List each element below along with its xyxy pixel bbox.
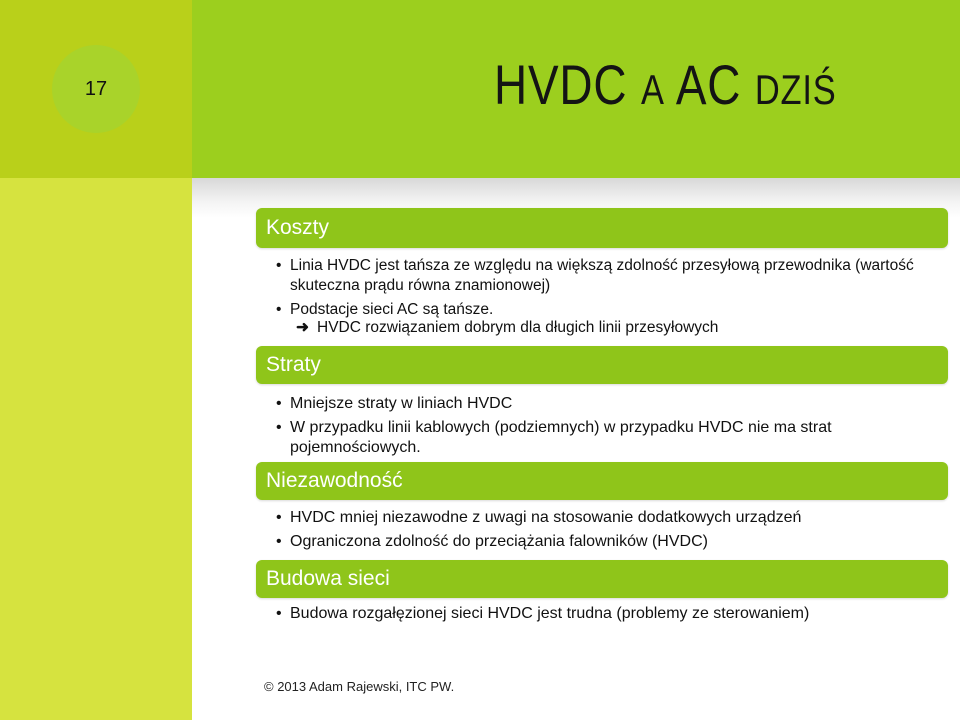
list-item: • Mniejsze straty w liniach HVDC bbox=[276, 394, 916, 414]
list-item: • Linia HVDC jest tańsza ze względu na większą zdolność przesyłową przewodnika (wartość skuteczna prądu równa znamionowej) bbox=[276, 256, 916, 296]
budowa-list bbox=[276, 604, 916, 628]
section-header-koszty: Koszty bbox=[256, 208, 948, 248]
list-item: • Budowa rozgałęzionej sieci HVDC jest trudna (problemy ze sterowaniem) bbox=[276, 604, 916, 624]
slide-number-text: 17 bbox=[84, 77, 108, 100]
list-item: • Ograniczona zdolność do przeciążania falowników (HVDC) bbox=[276, 532, 916, 552]
slide-title: HVDC A AC DZIŚ bbox=[494, 53, 837, 116]
section-header-niezawodnosc: Niezawodność bbox=[256, 462, 948, 500]
section-header-budowa: Budowa sieci bbox=[256, 560, 948, 598]
koszty-conclusion: ➜ HVDC rozwiązaniem dobrym dla długich linii przesyłowych bbox=[296, 319, 719, 336]
list-item: • Podstacje sieci AC są tańsze. bbox=[276, 300, 916, 320]
list-item: • W przypadku linii kablowych (podziemnych) w przypadku HVDC nie ma strat pojemnościowych. bbox=[276, 418, 916, 458]
footer-copyright: © 2013 Adam Rajewski, ITC PW. bbox=[264, 679, 455, 694]
right-arrow-icon: ➜ bbox=[296, 319, 309, 336]
list-item: • HVDC mniej niezawodne z uwagi na stosowanie dodatkowych urządzeń bbox=[276, 508, 916, 528]
slide-number bbox=[52, 45, 140, 133]
niezawodnosc-list bbox=[276, 508, 916, 556]
section-header-straty: Straty bbox=[256, 346, 948, 384]
straty-list bbox=[276, 394, 916, 462]
koszty-list bbox=[276, 256, 916, 324]
